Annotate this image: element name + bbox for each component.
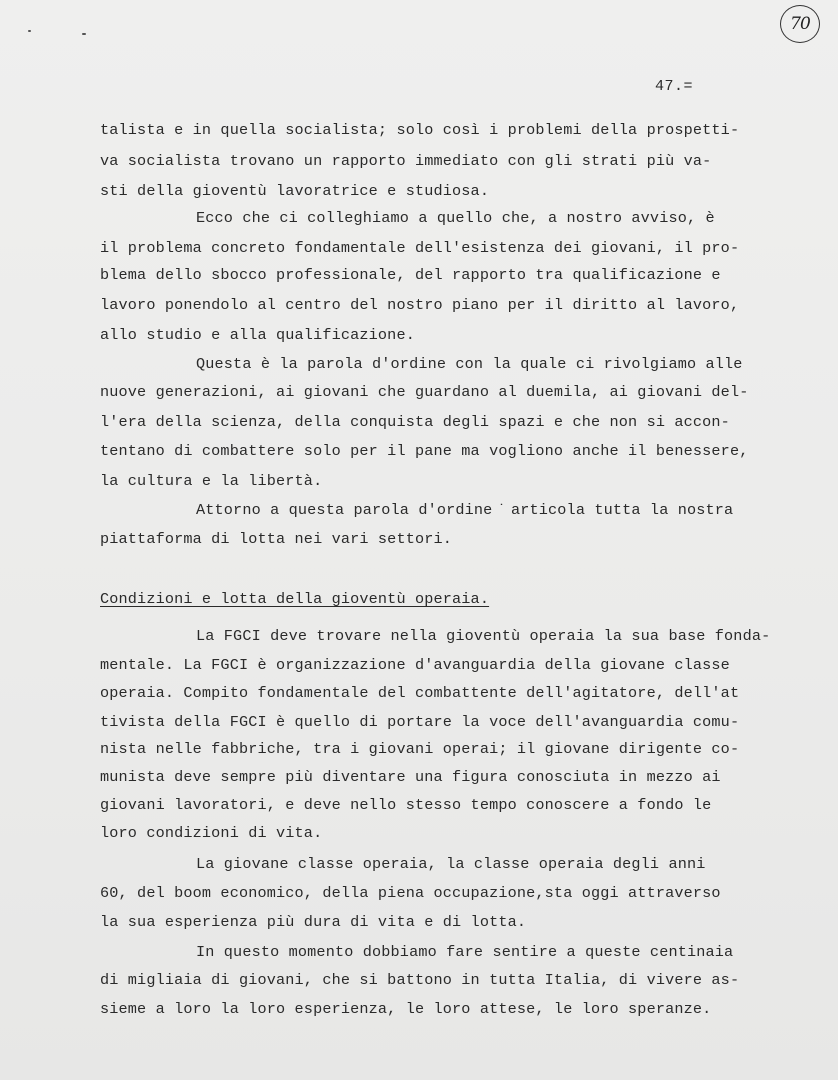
text-line: talista e in quella socialista; solo così i problemi della prospetti- xyxy=(100,121,740,139)
text-line: Ecco che ci colleghiamo a quello che, a nostro avviso, è xyxy=(196,209,715,227)
text-line: tivista della FGCI è quello di portare la voce dell'avanguardia comu- xyxy=(100,713,740,731)
text-line: lavoro ponendolo al centro del nostro piano per il diritto al lavoro, xyxy=(100,296,740,314)
text-line: blema dello sbocco professionale, del rapporto tra qualificazione e xyxy=(100,266,721,284)
text-line: mentale. La FGCI è organizzazione d'avanguardia della giovane classe xyxy=(100,656,730,674)
page-number: 47.= xyxy=(655,78,694,95)
text-line: Questa è la parola d'ordine con la quale ci rivolgiamo alle xyxy=(196,355,743,373)
text-line: Attorno a questa parola d'ordine ̇ articola tutta la nostra xyxy=(196,501,734,519)
text-line: la cultura e la libertà. xyxy=(100,472,323,490)
text-line: il problema concreto fondamentale dell'esistenza dei giovani, il pro- xyxy=(100,239,740,257)
text-line: La FGCI deve trovare nella gioventù operaia la sua base fonda- xyxy=(196,627,771,645)
section-heading: Condizioni e lotta della gioventù operaia. xyxy=(100,590,490,608)
text-line: la sua esperienza più dura di vita e di lotta. xyxy=(100,913,527,931)
text-line: munista deve sempre più diventare una figura conosciuta in mezzo ai xyxy=(100,768,721,786)
text-line: nuove generazioni, ai giovani che guardano al duemila, ai giovani del- xyxy=(100,383,749,401)
text-line: sti della gioventù lavoratrice e studiosa. xyxy=(100,182,490,200)
text-line: allo studio e alla qualificazione. xyxy=(100,326,415,344)
text-line: l'era della scienza, della conquista degli spazi e che non si accon- xyxy=(100,413,730,431)
text-line: In questo momento dobbiamo fare sentire a queste centinaia xyxy=(196,943,734,961)
text-line: operaia. Compito fondamentale del combattente dell'agitatore, dell'at xyxy=(100,684,740,702)
text-line: di migliaia di giovani, che si battono in tutta Italia, di vivere as- xyxy=(100,971,740,989)
text-line: tentano di combattere solo per il pane ma vogliono anche il benessere, xyxy=(100,442,749,460)
text-line: piattaforma di lotta nei vari settori. xyxy=(100,530,453,548)
text-line: 60, del boom economico, della piena occupazione,sta oggi attraverso xyxy=(100,884,721,902)
scan-speck xyxy=(28,30,31,32)
text-line: nista nelle fabbriche, tra i giovani operai; il giovane dirigente co- xyxy=(100,740,740,758)
scan-speck xyxy=(82,33,86,35)
text-line: sieme a loro la loro esperienza, le loro attese, le loro speranze. xyxy=(100,1000,712,1018)
text-line: va socialista trovano un rapporto immediato con gli strati più va- xyxy=(100,152,712,170)
page-stamp-circle xyxy=(780,5,820,43)
text-line: loro condizioni di vita. xyxy=(100,824,323,842)
text-line: La giovane classe operaia, la classe operaia degli anni xyxy=(196,855,706,873)
stamp-number: 70 xyxy=(790,14,810,34)
text-line: giovani lavoratori, e deve nello stesso tempo conoscere a fondo le xyxy=(100,796,712,814)
